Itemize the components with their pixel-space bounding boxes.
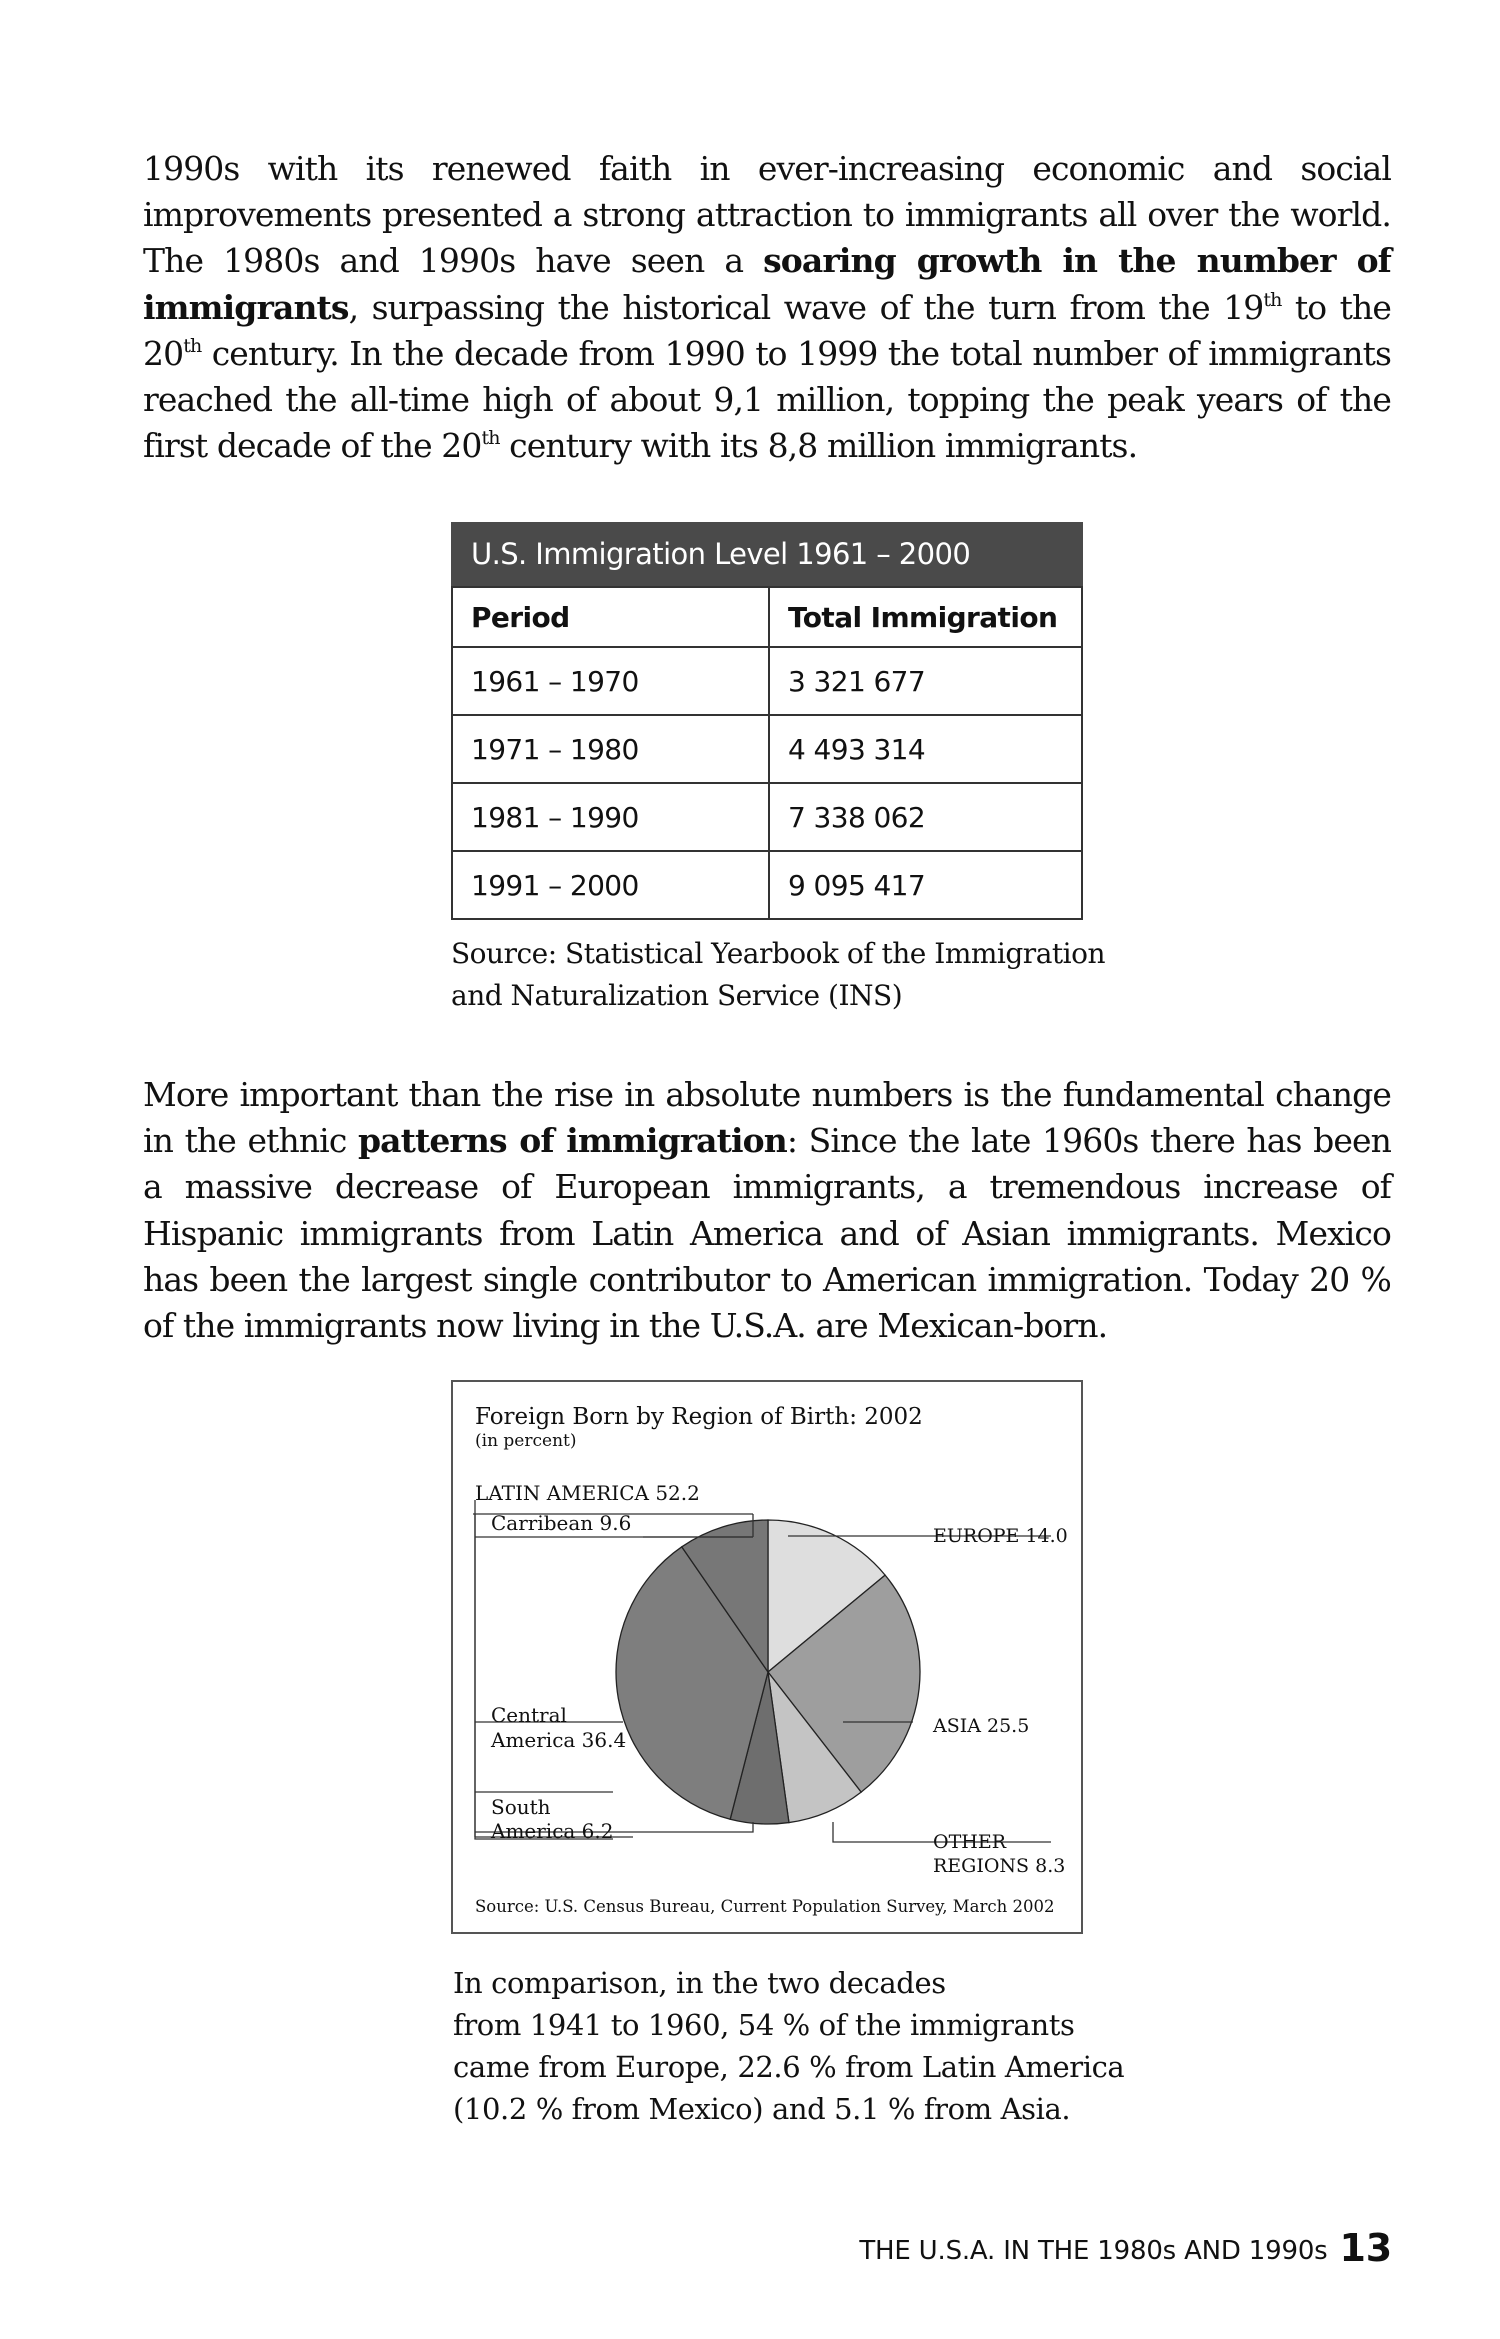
table-source-line-1: Source: Statistical Yearbook of the Immigration [451,937,1105,970]
table-row [452,783,1082,851]
cell-total: 7 338 062 [769,783,1082,851]
table-row [452,851,1082,919]
chart-subtitle: (in percent) [475,1431,577,1451]
para2-text-c: : Since the late 1960s there has been a massive decrease of European immigrants, a tremendous increase of Hispanic immigrants from Latin America and of Asian immigrants. Mexico has been the largest single contributor to American immigration. Today 20 % of the immigrants now living in the U.S.A. are Mexican-born. [143,1121,1391,1346]
table-row [452,715,1082,783]
comparison-line-3: came from Europe, 22.6 % from Latin America [453,2050,1125,2084]
cell-period: 1971 – 1980 [452,715,769,783]
label-europe: EUROPE 14.0 [933,1525,1068,1547]
para1-text-a: 1990s with its renewed faith in ever-increasing economic and social improvements presented a strong attraction to immigrants all over the world. The 1980s and 1990s have seen a [143,149,1391,281]
para1-text-d: to the 20 [143,287,1391,373]
comparison-line-1: In comparison, in the two decades [453,1966,946,2000]
header-total: Total Immigration [769,587,1082,647]
label-carribean: Carribean 9.6 [491,1511,632,1535]
comparison-note [453,1962,1153,2130]
chart-source: Source: U.S. Census Bureau, Current Population Survey, March 2002 [475,1897,1055,1916]
para1-text-c: , surpassing the historical wave of the turn from the 19 [348,287,1264,327]
comparison-line-4: (10.2 % from Mexico) and 5.1 % from Asia. [453,2092,1071,2126]
para2-text-a: More important than the rise in absolute numbers is the fundamental change in the ethnic [143,1075,1391,1161]
group-label-latin-america: LATIN AMERICA 52.2 [475,1481,700,1505]
table-header-row [452,587,1082,647]
pie-slices [616,1520,920,1824]
cell-total: 3 321 677 [769,647,1082,715]
para1-sup-3: th [481,427,500,450]
cell-period: 1961 – 1970 [452,647,769,715]
para2-bold-term: patterns of immigration [357,1121,787,1161]
label-south-america-2: America 6.2 [491,1819,614,1843]
label-asia: ASIA 25.5 [933,1715,1030,1737]
header-period: Period [452,587,769,647]
chart-title: Foreign Born by Region of Birth: 2002 [475,1404,923,1430]
page-footer [859,2226,1392,2270]
table-row [452,647,1082,715]
pie-chart [453,1382,1085,1936]
table-source-line-2: and Naturalization Service (INS) [451,979,903,1012]
para1-text-f: century with its 8,8 million immigrants. [499,426,1138,466]
running-head: THE U.S.A. IN THE 1980s AND 1990s [859,2236,1328,2266]
latin-america-bracket [475,1500,613,1839]
label-south-america-1: South [491,1795,551,1819]
table-title: U.S. Immigration Level 1961 – 2000 [451,522,1083,586]
cell-total: 9 095 417 [769,851,1082,919]
cell-period: 1981 – 1990 [452,783,769,851]
para1-sup-1: th [1263,288,1282,311]
body-paragraph-2 [143,1072,1391,1349]
label-central-america-1: Central [491,1703,567,1727]
cell-period: 1991 – 2000 [452,851,769,919]
label-other-regions-2: REGIONS 8.3 [933,1855,1066,1877]
immigration-table [451,522,1083,920]
comparison-line-2: from 1941 to 1960, 54 % of the immigrants [453,2008,1075,2042]
label-central-america-2: America 36.4 [491,1728,627,1752]
para1-text-e: century. In the decade from 1990 to 1999 the total number of immigrants reached the all-time high of about 9,1 million, topping the peak years of the first decade of the 20 [143,333,1391,466]
label-other-regions-1: OTHER [933,1831,1006,1853]
para1-bold-term: soaring growth in the number of immigrants [143,241,1391,327]
table-source [451,933,1171,1017]
cell-total: 4 493 314 [769,715,1082,783]
para1-sup-2: th [183,334,202,357]
pie-chart-figure [451,1380,1083,1934]
page-number: 13 [1339,2226,1392,2270]
body-paragraph-1 [143,146,1391,469]
